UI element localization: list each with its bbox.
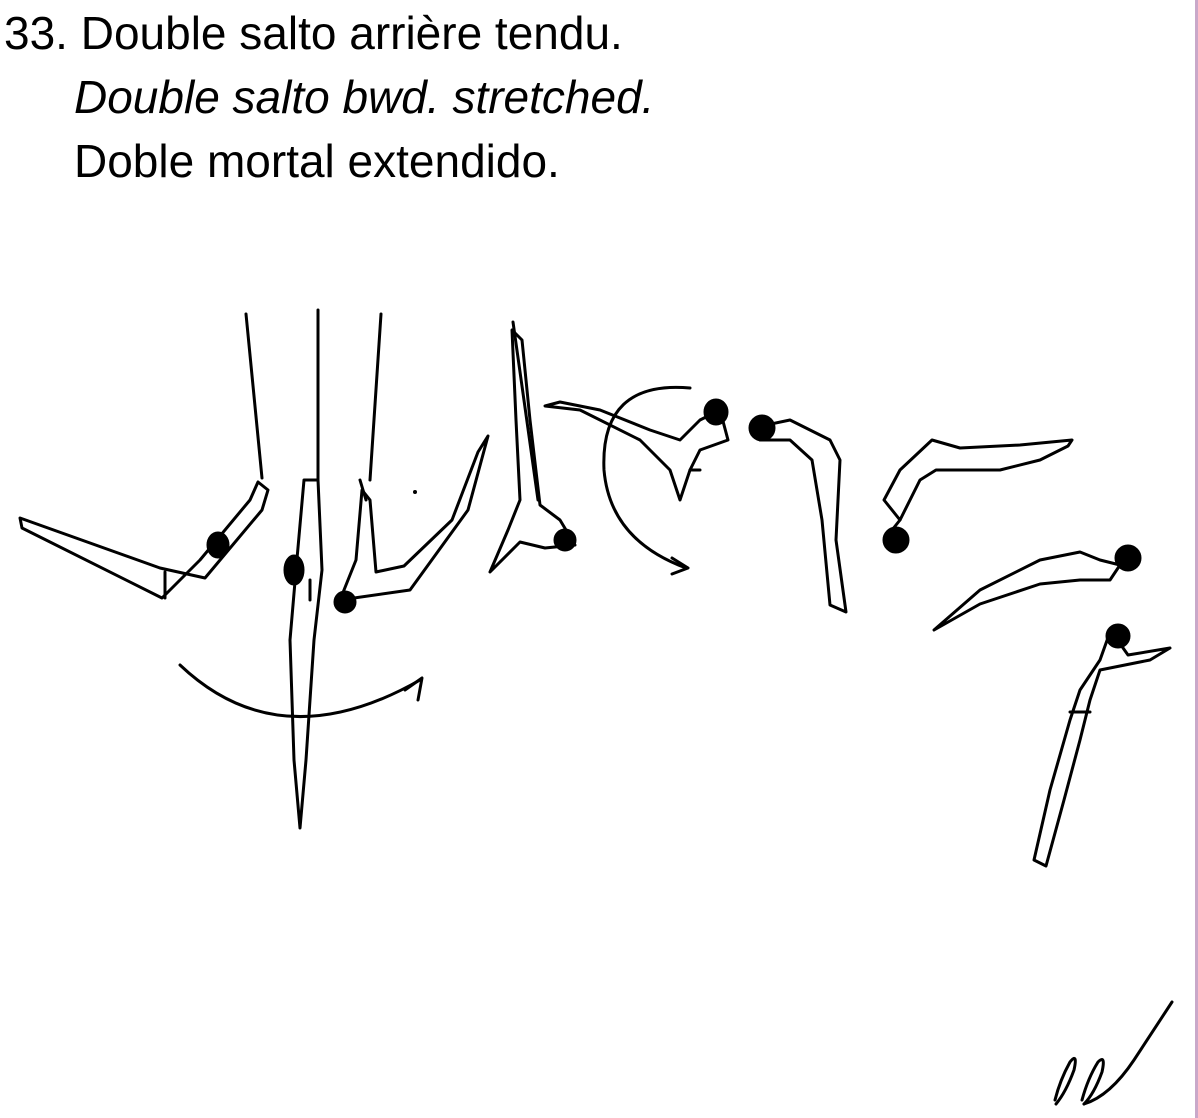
figure-stretched-horizontal-1 [884,440,1072,552]
figure-inverted-hang [285,480,322,828]
figure-swing-backward [335,436,488,612]
figure-release [490,330,575,572]
element-name-french: Double salto arrière tendu. [80,7,623,59]
ring-cables [246,310,538,500]
figure-stretched-horizontal-2 [934,546,1140,630]
handwritten-signature-icon [1055,1002,1172,1104]
figure-landing [1034,625,1170,866]
element-number: 33. [4,7,68,59]
dot-mark [413,490,417,494]
element-name-spanish: Doble mortal extendido. [74,135,560,187]
figure-first-salto [545,400,728,500]
figure-second-salto [750,416,846,612]
element-name-english: Double salto bwd. stretched. [74,71,655,123]
figure-swing-forward [20,482,268,598]
